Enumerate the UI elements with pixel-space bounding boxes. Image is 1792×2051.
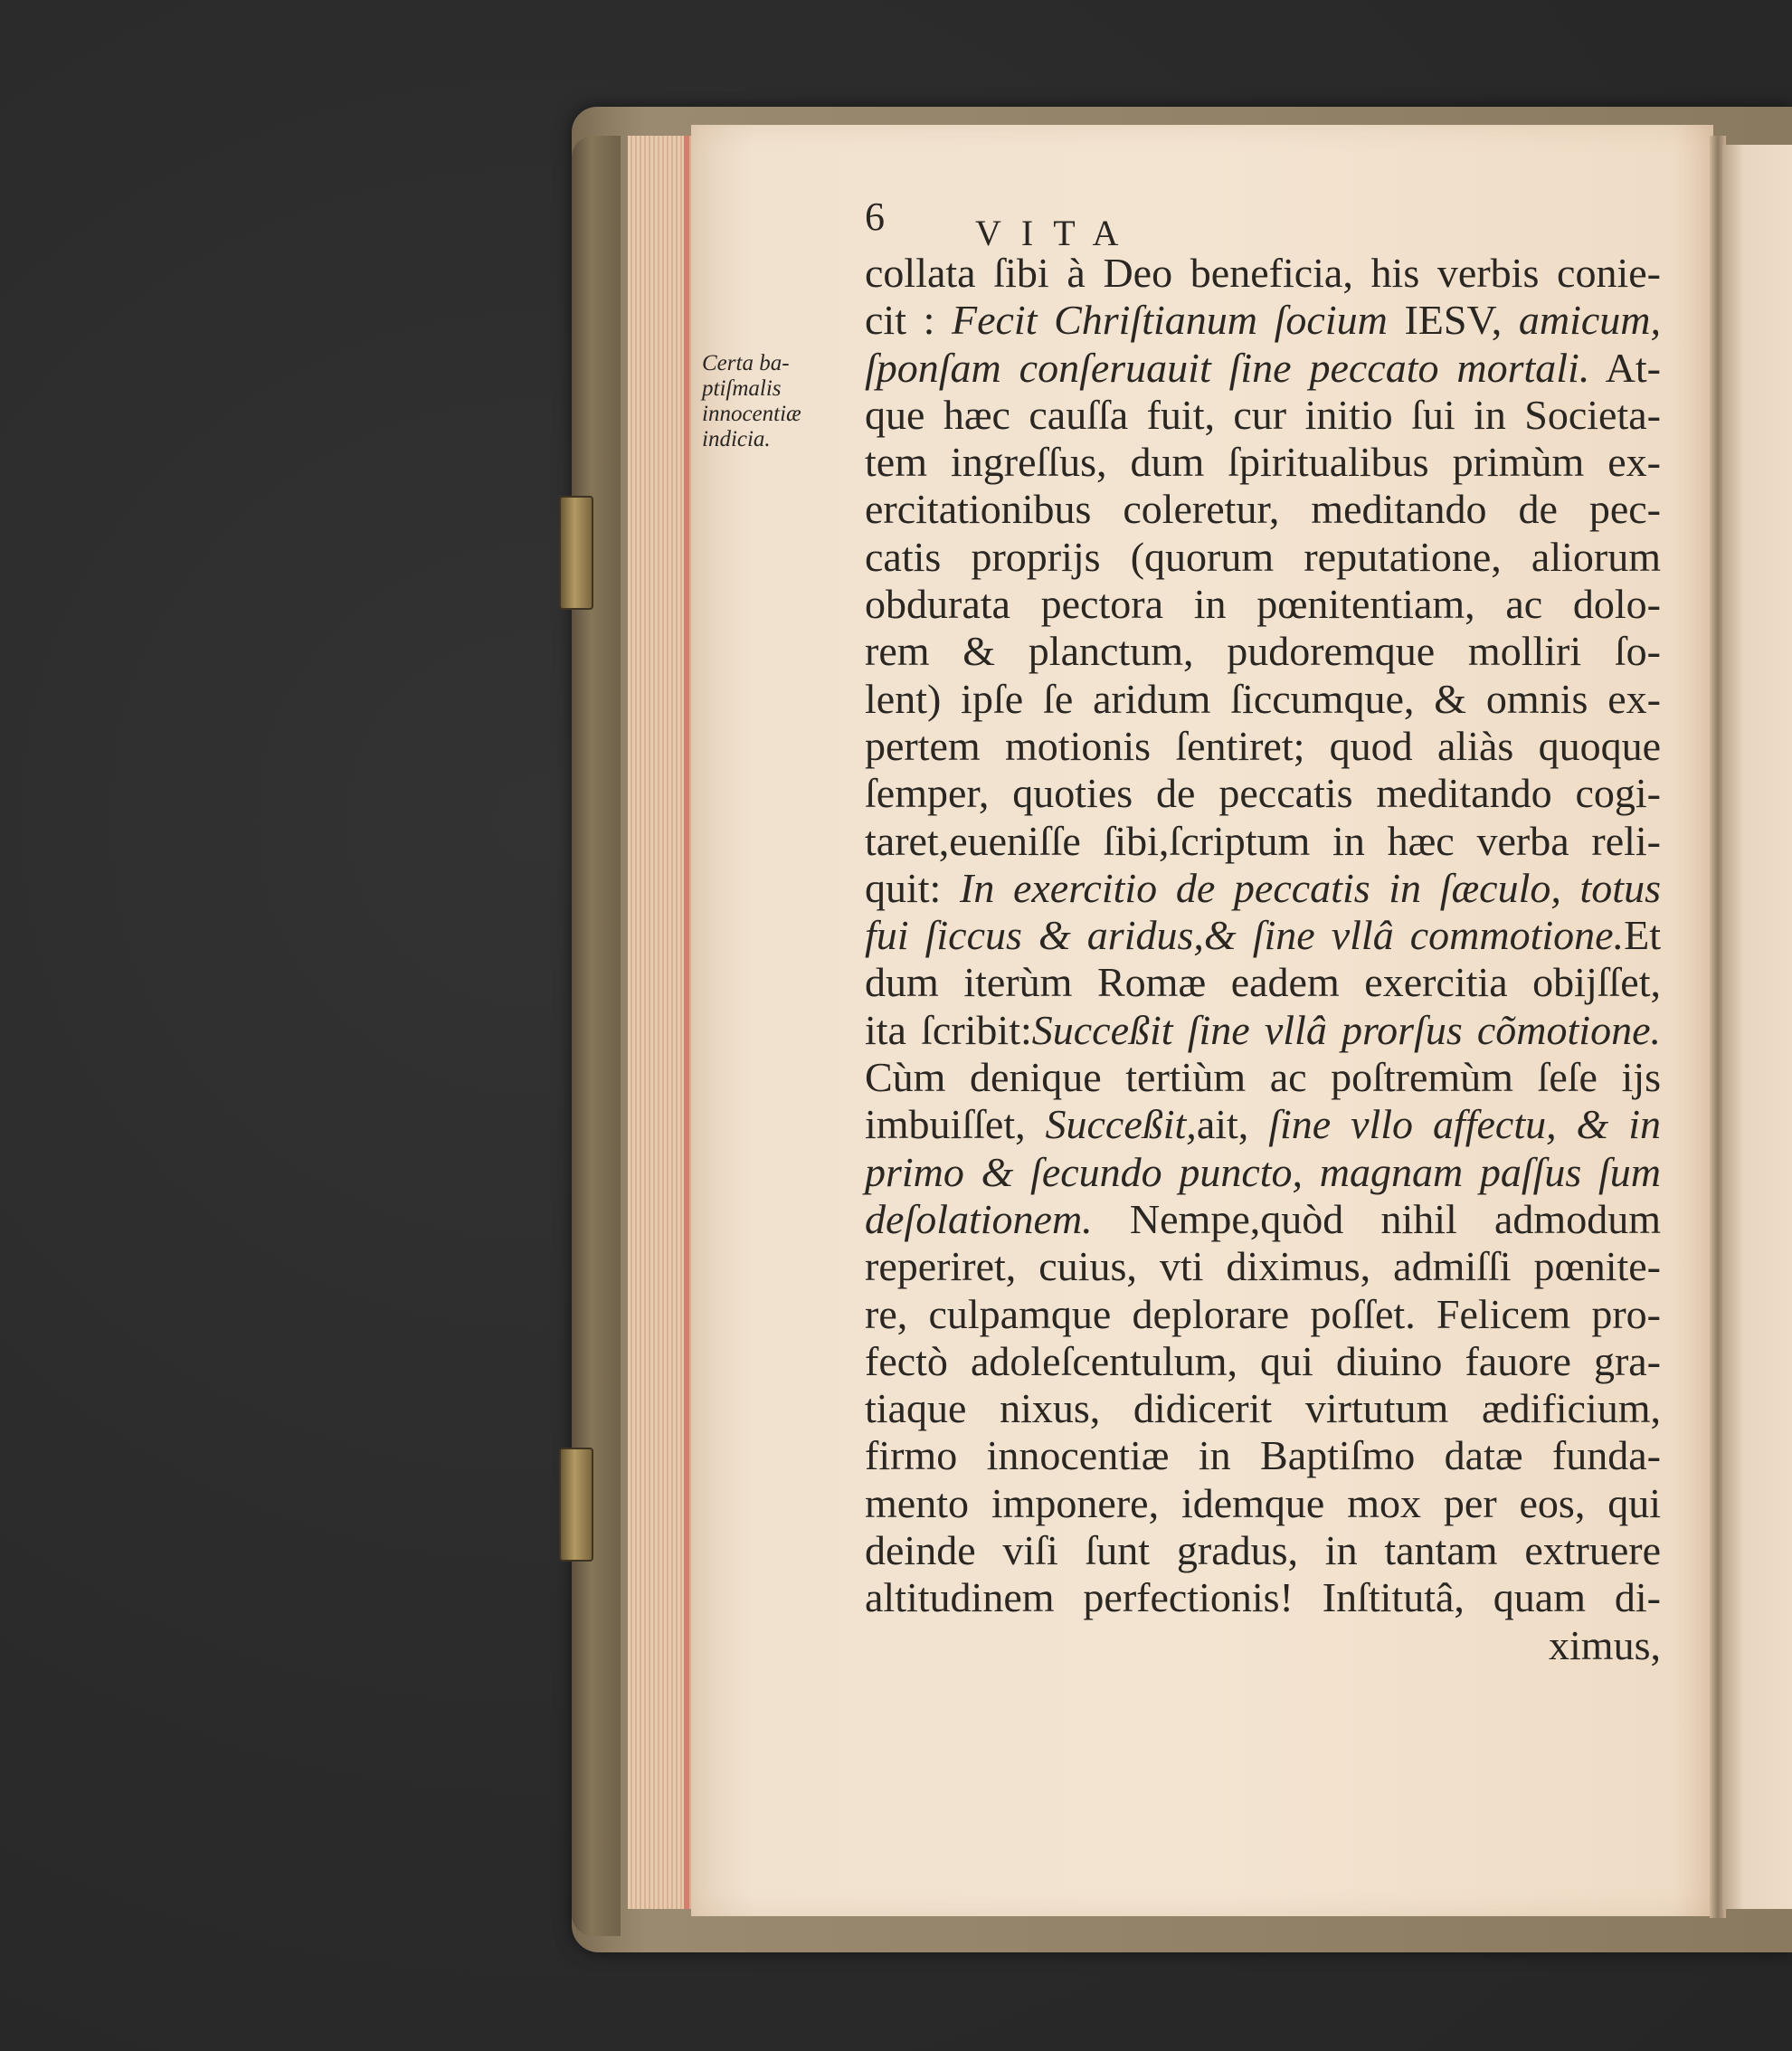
text-line: [865, 1196, 1661, 1243]
text-line: [865, 581, 1661, 628]
roman-span: catis proprijs (quorum reputatione, aliorum: [865, 533, 1661, 580]
roman-span: quit:: [865, 864, 960, 911]
roman-span: que hæc cauſſa fuit, cur initio ſui in Societa-: [865, 391, 1661, 438]
italic-span: Succeßit ſine vllâ prorſus cõmotione.: [1031, 1006, 1661, 1053]
text-line: [865, 1622, 1661, 1669]
roman-span: dum iterùm Romæ eadem exercitia obijſſet,: [865, 959, 1661, 1006]
text-line: [865, 1007, 1661, 1054]
italic-span: deſolationem.: [865, 1195, 1093, 1242]
roman-span: Cùm denique tertiùm ac poſtremùm ſeſe ijs: [865, 1054, 1661, 1101]
roman-span: At-: [1589, 344, 1662, 391]
facing-page-sliver: [1722, 145, 1792, 1909]
text-line: [865, 865, 1661, 912]
roman-span: rem & planctum, pudoremque molliri ſo-: [865, 628, 1661, 675]
text-line: [865, 1574, 1661, 1621]
roman-span: ximus,: [1549, 1621, 1661, 1668]
body-text: [865, 250, 1661, 1669]
roman-span: obdurata pectora in pœnitentiam, ac dolo-: [865, 581, 1661, 628]
roman-span: tiaque nixus, didicerit virtutum ædificium,: [865, 1385, 1661, 1432]
italic-span: In exercitio de peccatis in ſæculo, totus: [960, 864, 1661, 911]
italic-span: Succeßit,: [1045, 1101, 1197, 1148]
text-line: [865, 628, 1661, 675]
page-number: 6: [865, 195, 885, 239]
text-line: [865, 1338, 1661, 1385]
marginal-note-line: indicia.: [702, 427, 771, 451]
text-line: [865, 486, 1661, 533]
roman-span: cit :: [865, 297, 952, 344]
roman-span: collata ſibi à Deo beneficia, his verbis conie-: [865, 250, 1661, 296]
roman-span: imbuiſſet,: [865, 1101, 1046, 1148]
red-page-edge: [684, 136, 689, 1909]
text-line: [865, 1149, 1661, 1196]
roman-span: ercitationibus coleretur, meditando de pec-: [865, 486, 1661, 533]
roman-span: deinde viſi ſunt gradus, in tantam extruere: [865, 1527, 1661, 1574]
roman-span: ait,: [1196, 1101, 1269, 1148]
roman-span: altitudinem perfectionis! Inſtitutâ, quam di-: [865, 1574, 1661, 1621]
text-line: [865, 1385, 1661, 1432]
italic-span: ſponſam conſeruauit ſine peccato mortali.: [865, 344, 1590, 391]
roman-span: re, culpamque deplorare poſſet. Felicem pro-: [865, 1290, 1661, 1337]
text-line: [865, 1243, 1661, 1290]
text-line: [865, 676, 1661, 723]
text-line: [865, 1054, 1661, 1101]
text-line: [865, 818, 1661, 865]
text-line: [865, 1291, 1661, 1338]
italic-span: ſine vllo affectu, & in: [1268, 1101, 1661, 1148]
text-line: [865, 250, 1661, 297]
text-line: [865, 912, 1661, 959]
roman-span: tem ingreſſus, dum ſpiritualibus primùm ex-: [865, 439, 1661, 486]
text-line: [865, 1480, 1661, 1527]
text-line: [865, 392, 1661, 439]
roman-span: firmo innocentiæ in Baptiſmo datæ funda-: [865, 1432, 1661, 1479]
running-head: VITA: [975, 213, 1139, 253]
italic-span: fui ſiccus & aridus,& ſine vllâ commotione.: [865, 912, 1625, 959]
marginal-note: [702, 351, 838, 452]
book-spine-edge: [572, 136, 621, 1936]
text-line: [865, 959, 1661, 1006]
text-line: [865, 534, 1661, 581]
roman-span: reperiret, cuius, vti diximus, admiſſi pœnite-: [865, 1243, 1661, 1290]
text-line: [865, 723, 1661, 770]
text-line: [865, 770, 1661, 817]
text-line: [865, 1432, 1661, 1479]
roman-span: taret,eueniſſe ſibi,ſcriptum in hæc verba reli-: [865, 817, 1661, 864]
roman-span: IESV,: [1387, 297, 1519, 344]
roman-span: ita ſcribit:: [865, 1006, 1032, 1053]
roman-span: Et: [1624, 912, 1661, 959]
roman-span: ſemper, quoties de peccatis meditando cogi-: [865, 770, 1661, 817]
text-line: [865, 345, 1661, 392]
italic-span: Fecit Chriſtianum ſocium: [951, 297, 1388, 344]
roman-span: fectò adoleſcentulum, qui diuino fauore gra-: [865, 1337, 1661, 1384]
roman-span: lent) ipſe ſe aridum ſiccumque, & omnis ex-: [865, 675, 1661, 722]
clasp-bottom: [559, 1448, 593, 1562]
roman-span: Nempe,quòd nihil admodum: [1092, 1195, 1661, 1242]
roman-span: mento imponere, idemque mox per eos, qui: [865, 1479, 1661, 1526]
italic-span: amicum,: [1518, 297, 1661, 344]
marginal-note-line: innocentiæ: [702, 402, 801, 426]
roman-span: pertem motionis ſentiret; quod aliàs quoque: [865, 722, 1661, 769]
text-line: [865, 297, 1661, 344]
text-line: [865, 439, 1661, 486]
marginal-note-line: ptiſmalis: [702, 376, 782, 401]
clasp-top: [559, 496, 593, 610]
marginal-note-line: Certa ba-: [702, 351, 790, 375]
text-line: [865, 1101, 1661, 1148]
italic-span: primo & ſecundo puncto, magnam paſſus ſum: [865, 1148, 1661, 1195]
text-line: [865, 1527, 1661, 1574]
